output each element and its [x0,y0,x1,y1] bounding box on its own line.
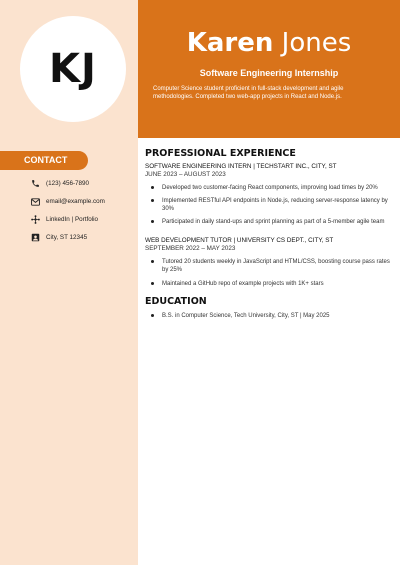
avatar [20,16,126,122]
education-bullet: B.S. in Computer Science, Tech University, City, ST | May 2025 [151,312,390,320]
contact-location-text: City, ST 12345 [46,234,88,241]
contact-phone-text: (123) 456-7890 [46,180,90,187]
contact-list [30,179,136,251]
job-entry [145,163,390,226]
summary: Computer Science student proficient in full-stack development and agile methodologies. Completed two web-app projects in React and Node.js. [153,86,344,100]
contact-heading: CONTACT [0,151,88,170]
experience-heading: PROFESSIONAL EXPERIENCE [145,148,296,159]
link-icon [30,215,40,224]
job-bullets [145,258,390,287]
avatar-initials: KJ [49,46,97,92]
candidate-name [138,30,400,56]
job-bullet: Implemented RESTful API endpoints in Node.js, reducing server-response latency by 30% [151,197,390,213]
contact-phone[interactable] [30,179,136,188]
job-bullet: Developed two customer-facing React components, improving load times by 20% [151,184,390,192]
target-role: Software Engineering Internship [199,68,339,78]
contact-email[interactable] [30,197,136,206]
contact-email-text: email@example.com [46,198,105,205]
job-entry [145,237,390,287]
education-bullets [145,312,390,320]
email-icon [30,197,40,206]
job-bullets [145,184,390,226]
job-bullet: Participated in daily stand-ups and sprint planning as part of a 5-member agile team [151,218,390,226]
contact-links-text: LinkedIn | Portfolio [46,216,99,223]
phone-icon [30,179,40,188]
job-dates: JUNE 2023 – AUGUST 2023 [145,171,226,178]
contact-location[interactable] [30,233,136,242]
job-title: SOFTWARE ENGINEERING INTERN | TECHSTART INC., CITY, ST [145,163,337,170]
job-bullet: Tutored 20 students weekly in JavaScript and HTML/CSS, boosting course pass rates by 25% [151,258,390,274]
main-content [145,148,390,325]
job-dates: SEPTEMBER 2022 – MAY 2023 [145,245,236,253]
contact-links[interactable] [30,215,136,224]
job-title: WEB DEVELOPMENT TUTOR | UNIVERSITY CS DEPT., CITY, ST [145,237,334,245]
location-icon [30,233,40,242]
education-heading: EDUCATION [145,295,207,307]
job-bullet: Maintained a GitHub repo of example projects with 1K+ stars [151,280,390,288]
last-name: Jones [281,28,352,58]
first-name: Karen [186,28,274,58]
